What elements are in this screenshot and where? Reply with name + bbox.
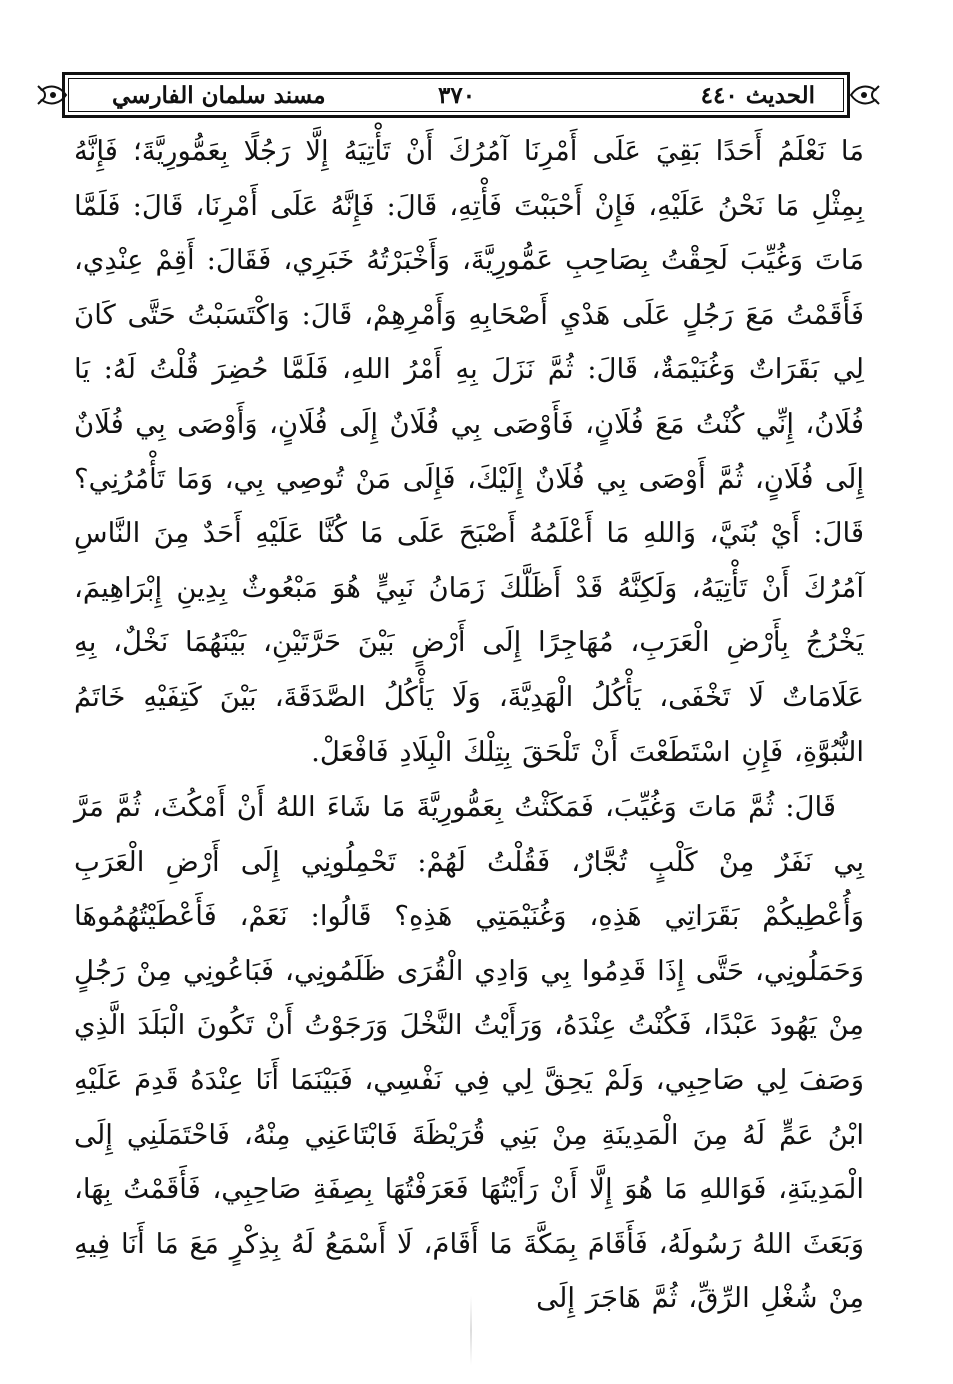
decorative-flourish-icon	[36, 78, 70, 112]
book-title: مسند سلمان الفارسي	[112, 82, 326, 109]
hadith-reference	[695, 78, 815, 114]
paragraph: مَا نَعْلَمُ أَحَدًا بَقِيَ عَلَى أَمْرِنَا آمُرُكَ أَنْ تَأْتِيَهُ إِلَّا رَجُلًا بِعَمُّورِيَّةَ؛ فَإِنَّهُ بِمِثْلِ مَا نَحْنُ عَلَيْهِ، فَإِنْ أَحْبَبْتَ فَأْتِهِ، قَالَ: فَإِنَّهُ عَلَى أَمْرِنَا، قَالَ: فَلَمَّا مَاتَ وَغُيِّبَ لَحِقْتُ بِصَاحِبِ عَمُّورِيَّةَ، وَأَخْبَرْتُهُ خَبَرِي، فَقَالَ: أَقِمْ عِنْدِي، فَأَقَمْتُ مَعَ رَجُلٍ عَلَى هَدْيِ أَصْحَابِهِ وَأَمْرِهِمْ، قَالَ: وَاكْتَسَبْتُ حَتَّى كَانَ لِي بَقَرَاتٌ وَغُنَيْمَةٌ، قَالَ: ثُمَّ نَزَلَ بِهِ أَمْرُ اللهِ، فَلَمَّا حُضِرَ قُلْتُ لَهُ: يَا فُلَانُ، إِنِّي كُنْتُ مَعَ فُلَانٍ، فَأَوْصَى بِي فُلَانٌ إِلَى فُلَانٍ، وَأَوْصَى بِي فُلَانٌ إِلَى فُلَانٍ، ثُمَّ أَوْصَى بِي فُلَانٌ إِلَيْكَ، فَإِلَى مَنْ تُوصِي بِي، وَمَا تَأْمُرُنِي؟ قَالَ: أَيْ بُنَيَّ، وَاللهِ مَا أَعْلَمُهُ أَصْبَحَ عَلَى مَا كُنَّا عَلَيْهِ أَحَدٌ مِنَ النَّاسِ آمُرُكَ أَنْ تَأْتِيَهُ، وَلَكِنَّهُ قَدْ أَظَلَّكَ زَمَانُ نَبِيٍّ هُوَ مَبْعُوثٌ بِدِينِ إِبْرَاهِيمَ، يَخْرُجُ بِأَرْضِ الْعَرَبِ، مُهَاجِرًا إِلَى أَرْضٍ بَيْنَ حَرَّتَيْنِ، بَيْنَهُمَا نَخْلٌ، بِهِ عَلَامَاتٌ لَا تَخْفَى، يَأْكُلُ الْهَدِيَّةَ، وَلَا يَأْكُلُ الصَّدَقَةَ، بَيْنَ كَتِفَيْهِ خَاتَمُ النُّبُوَّةِ، فَإِنِ اسْتَطَعْتَ أَنْ تَلْحَقَ بِتِلْكَ الْبِلَادِ فَافْعَلْ.	[74, 135, 864, 768]
decorative-flourish-icon	[847, 78, 881, 112]
hadith-label: الحديث	[745, 82, 815, 109]
scan-artifact-line	[470, 1296, 472, 1366]
paragraph: قَالَ: ثُمَّ مَاتَ وَغُيِّبَ، فَمَكَثْتُ بِعَمُّورِيَّةَ مَا شَاءَ اللهُ أَنْ أَمْكُثَ، ثُمَّ مَرَّ بِي نَفَرٌ مِنْ كَلْبٍ تُجَّارٌ، فَقُلْتُ لَهُمْ: تَحْمِلُونِي إِلَى أَرْضِ الْعَرَبِ وَأُعْطِيكُمْ بَقَرَاتِي هَذِهِ، وَغُنَيْمَتِي هَذِهِ؟ قَالُوا: نَعَمْ، فَأَعْطَيْتُهُمُوهَا وَحَمَلُونِي، حَتَّى إِذَا قَدِمُوا بِي وَادِي الْقُرَى ظَلَمُونِي، فَبَاعُونِي مِنْ رَجُلٍ مِنْ يَهُودَ عَبْدًا، فَكُنْتُ عِنْدَهُ، وَرَأَيْتُ النَّخْلَ وَرَجَوْتُ أَنْ تَكُونَ الْبَلَدَ الَّذِي وَصَفَ لِي صَاحِبِي، وَلَمْ يَحِقَّ لِي فِي نَفْسِي، فَبَيْنَمَا أَنَا عِنْدَهُ قَدِمَ عَلَيْهِ ابْنُ عَمٍّ لَهُ مِنَ الْمَدِينَةِ مِنْ بَنِي قُرَيْظَةَ فَابْتَاعَنِي مِنْهُ، فَاحْتَمَلَنِي إِلَى الْمَدِينَةِ، فَوَاللهِ مَا هُوَ إِلَّا أَنْ رَأَيْتُهَا فَعَرَفْتُهَا بِصِفَةِ صَاحِبِي، فَأَقَمْتُ بِهَا، وَبَعَثَ اللهُ رَسُولَهُ، فَأَقَامَ بِمَكَّةَ مَا أَقَامَ، لَا أَسْمَعُ لَهُ بِذِكْرٍ مَعَ مَا أَنَا فِيهِ مِنْ شُغْلِ الرِّقِّ، ثُمَّ هَاجَرَ إِلَى	[74, 791, 864, 1315]
hadith-number: ٤٤٠	[700, 82, 738, 109]
page-number: ٣٧٠	[438, 82, 476, 109]
